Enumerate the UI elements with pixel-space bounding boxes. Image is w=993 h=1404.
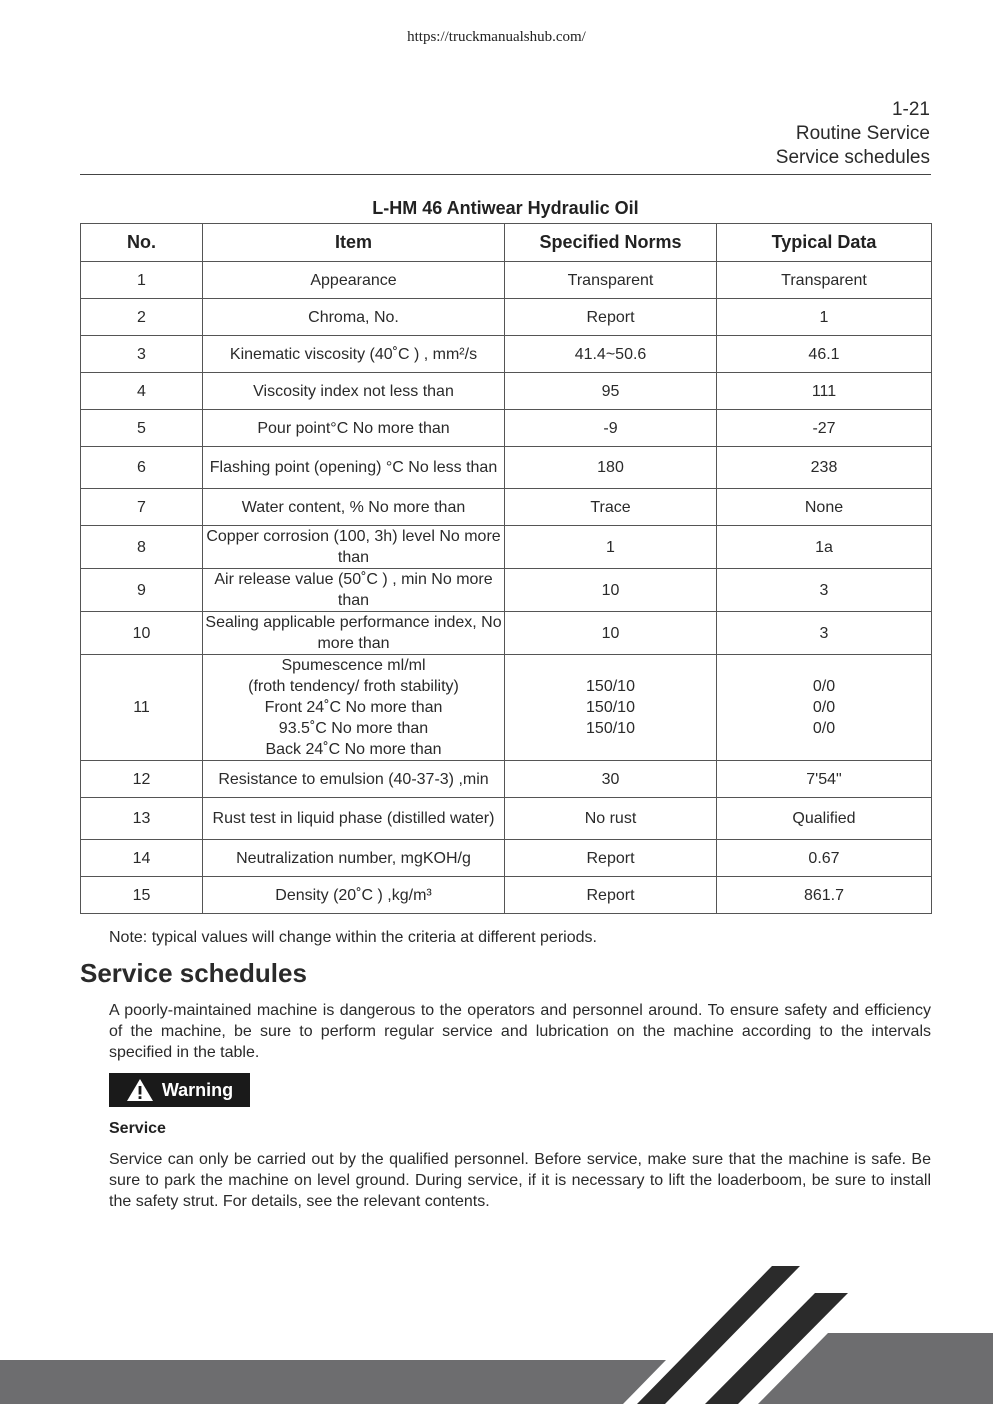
page-number: 1-21 xyxy=(891,99,930,120)
cell-item-line: (froth tendency/ froth stability) xyxy=(248,678,459,695)
intro-paragraph: A poorly-maintained machine is dangerous to the operators and personnel around. To ensure safety and efficiency of the machine, be sure to perform regular service and lubrication on the machine according to the intervals specified in the table. xyxy=(109,1002,931,1061)
service-label: Service xyxy=(109,1120,166,1137)
cell-no: 2 xyxy=(81,299,203,336)
cell-norm: 41.4~50.6 xyxy=(505,336,717,373)
cell-norm: 95 xyxy=(505,373,717,410)
service-paragraph: Service can only be carried out by the qualified personnel. Before service, make sure that the machine is safe. Be sure to park the machine on level ground. During service, if it is necessary to lift the loaderboom, be sure to install the safety strut. For details, see the relevant contents. xyxy=(109,1151,931,1210)
cell-no: 1 xyxy=(81,262,203,299)
cell-item-line: 93.5˚C No more than xyxy=(278,720,429,737)
header-divider xyxy=(80,174,931,175)
column-header-typical-data: Typical Data xyxy=(717,224,932,262)
table-row xyxy=(81,569,932,612)
table-note: Note: typical values will change within the criteria at different periods. xyxy=(109,929,597,946)
cell-norm: 30 xyxy=(505,761,717,798)
cell-typical: Qualified xyxy=(717,798,932,840)
table-row xyxy=(81,489,932,526)
cell-norm-line: 150/10 xyxy=(586,699,635,716)
table-row xyxy=(81,447,932,489)
cell-item-line: Spumescence ml/ml xyxy=(281,657,426,674)
page-header xyxy=(776,98,930,170)
table-row xyxy=(81,612,932,655)
cell-typical-line: 0/0 xyxy=(812,720,836,737)
cell-item: Appearance xyxy=(203,262,505,299)
cell-item: Viscosity index not less than xyxy=(203,373,505,410)
table-row xyxy=(81,410,932,447)
cell-norm: Report xyxy=(505,877,717,914)
cell-item: Flashing point (opening) °C No less than xyxy=(203,447,505,489)
cell-norm: 1 xyxy=(505,526,717,569)
column-header-specified-norms: Specified Norms xyxy=(505,224,717,262)
cell-typical: 3 xyxy=(717,612,932,655)
cell-item: Density (20˚C ) ,kg/m³ xyxy=(203,877,505,914)
cell-typical: 111 xyxy=(717,373,932,410)
warning-triangle-icon xyxy=(126,1078,154,1102)
table-row xyxy=(81,655,932,761)
cell-item: Copper corrosion (100, 3h) level No more than xyxy=(203,526,505,569)
cell-typical xyxy=(717,655,932,761)
cell-no: 8 xyxy=(81,526,203,569)
footer-decoration xyxy=(0,1250,993,1404)
cell-norm: Trace xyxy=(505,489,717,526)
source-url: https://truckmanualshub.com/ xyxy=(407,29,586,45)
cell-norm xyxy=(505,655,717,761)
cell-no: 15 xyxy=(81,877,203,914)
cell-norm: No rust xyxy=(505,798,717,840)
cell-item: Water content, % No more than xyxy=(203,489,505,526)
warning-label: Warning xyxy=(161,1079,234,1100)
cell-item: Sealing applicable performance index, No more than xyxy=(203,612,505,655)
table-row xyxy=(81,336,932,373)
cell-no: 3 xyxy=(81,336,203,373)
table-row xyxy=(81,761,932,798)
cell-norm: 180 xyxy=(505,447,717,489)
cell-item: Chroma, No. xyxy=(203,299,505,336)
cell-typical: 7'54" xyxy=(717,761,932,798)
cell-typical: -27 xyxy=(717,410,932,447)
oil-spec-table xyxy=(80,223,932,914)
cell-typical: Transparent xyxy=(717,262,932,299)
cell-item: Rust test in liquid phase (distilled water) xyxy=(203,798,505,840)
cell-item-line: Back 24˚C No more than xyxy=(265,741,442,758)
cell-item-line: Front 24˚C No more than xyxy=(264,699,443,716)
table-row xyxy=(81,526,932,569)
cell-no: 10 xyxy=(81,612,203,655)
cell-no: 5 xyxy=(81,410,203,447)
section-title-header: Service schedules xyxy=(775,147,930,168)
column-header-item: Item xyxy=(203,224,505,262)
cell-item xyxy=(203,655,505,761)
cell-norm-line: 150/10 xyxy=(586,678,635,695)
cell-typical: 1a xyxy=(717,526,932,569)
cell-typical: 3 xyxy=(717,569,932,612)
cell-item: Pour point°C No more than xyxy=(203,410,505,447)
table-title: L-HM 46 Antiwear Hydraulic Oil xyxy=(372,198,639,218)
cell-item: Air release value (50˚C ) , min No more than xyxy=(203,569,505,612)
cell-typical: 46.1 xyxy=(717,336,932,373)
cell-typical-line: 0/0 xyxy=(812,699,836,716)
cell-norm: Report xyxy=(505,840,717,877)
table-row xyxy=(81,299,932,336)
cell-norm: Report xyxy=(505,299,717,336)
table-row xyxy=(81,373,932,410)
cell-typical: 861.7 xyxy=(717,877,932,914)
table-row xyxy=(81,840,932,877)
column-header-no: No. xyxy=(81,224,203,262)
cell-norm: Transparent xyxy=(505,262,717,299)
table-row xyxy=(81,262,932,299)
table-header-row xyxy=(81,224,932,262)
cell-norm: -9 xyxy=(505,410,717,447)
cell-typical: None xyxy=(717,489,932,526)
section-heading: Service schedules xyxy=(80,958,307,988)
warning-badge xyxy=(109,1073,250,1107)
cell-norm: 10 xyxy=(505,569,717,612)
cell-typical: 1 xyxy=(717,299,932,336)
cell-no: 9 xyxy=(81,569,203,612)
cell-norm-line: 150/10 xyxy=(586,720,635,737)
cell-norm: 10 xyxy=(505,612,717,655)
cell-no: 13 xyxy=(81,798,203,840)
cell-no: 6 xyxy=(81,447,203,489)
cell-no: 4 xyxy=(81,373,203,410)
cell-typical-line: 0/0 xyxy=(812,678,836,695)
table-row xyxy=(81,798,932,840)
cell-item: Kinematic viscosity (40˚C ) , mm²/s xyxy=(203,336,505,373)
cell-no: 12 xyxy=(81,761,203,798)
cell-typical: 238 xyxy=(717,447,932,489)
cell-item: Neutralization number, mgKOH/g xyxy=(203,840,505,877)
cell-typical: 0.67 xyxy=(717,840,932,877)
chapter-title: Routine Service xyxy=(795,123,930,144)
cell-no: 11 xyxy=(81,655,203,761)
table-row xyxy=(81,877,932,914)
cell-no: 7 xyxy=(81,489,203,526)
footer-band-left xyxy=(0,1360,666,1404)
cell-item: Resistance to emulsion (40-37-3) ,min xyxy=(203,761,505,798)
cell-no: 14 xyxy=(81,840,203,877)
